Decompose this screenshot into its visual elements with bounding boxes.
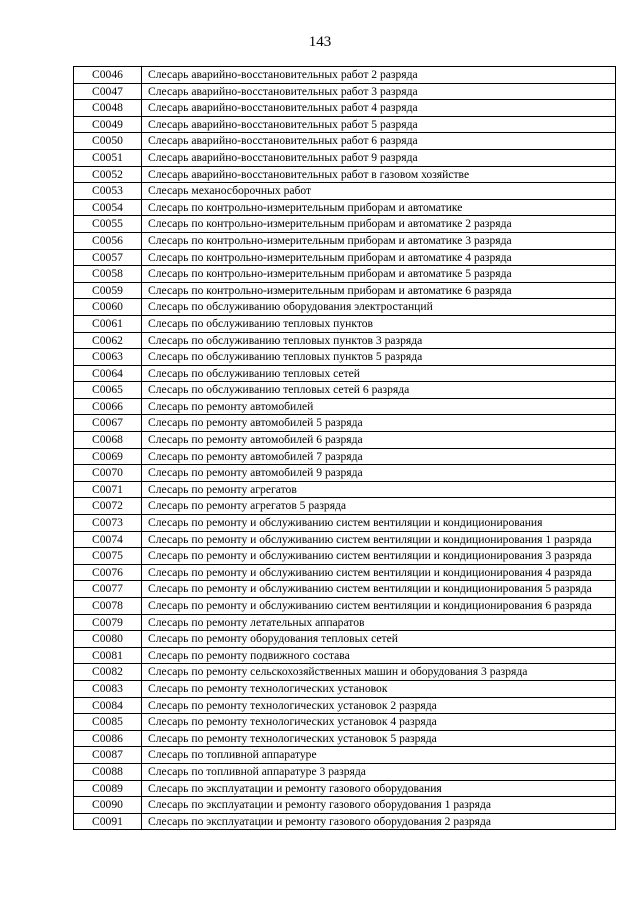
occupation-code: С0053	[74, 183, 142, 200]
occupation-name: Слесарь по контрольно-измерительным приборам и автоматике 6 разряда	[142, 282, 616, 299]
occupation-name: Слесарь аварийно-восстановительных работ 3 разряда	[142, 83, 616, 100]
occupation-code: С0046	[74, 67, 142, 84]
occupation-code: С0049	[74, 116, 142, 133]
occupation-name: Слесарь аварийно-восстановительных работ 4 разряда	[142, 100, 616, 117]
table-row	[74, 133, 616, 150]
occupation-name: Слесарь механосборочных работ	[142, 183, 616, 200]
table-row	[74, 714, 616, 731]
occupation-code: С0083	[74, 680, 142, 697]
occupation-name: Слесарь по ремонту и обслуживанию систем вентиляции и кондиционирования	[142, 515, 616, 532]
table-row	[74, 515, 616, 532]
occupation-code: С0059	[74, 282, 142, 299]
occupation-code: С0073	[74, 515, 142, 532]
table-row	[74, 465, 616, 482]
occupation-code: С0079	[74, 614, 142, 631]
occupation-code: С0050	[74, 133, 142, 150]
table-row	[74, 763, 616, 780]
occupation-code: С0077	[74, 581, 142, 598]
table-row	[74, 299, 616, 316]
table-row	[74, 183, 616, 200]
occupation-code: С0051	[74, 149, 142, 166]
occupation-name: Слесарь по ремонту подвижного состава	[142, 647, 616, 664]
occupation-name: Слесарь по ремонту автомобилей 7 разряда	[142, 448, 616, 465]
occupation-code: С0076	[74, 564, 142, 581]
occupation-code: С0087	[74, 747, 142, 764]
occupation-name: Слесарь по ремонту технологических установок 5 разряда	[142, 730, 616, 747]
table-row	[74, 531, 616, 548]
table-row	[74, 813, 616, 830]
table-row	[74, 149, 616, 166]
occupation-code: С0086	[74, 730, 142, 747]
table-row	[74, 349, 616, 366]
occupation-code: С0090	[74, 797, 142, 814]
occupation-name: Слесарь по ремонту технологических установок 2 разряда	[142, 697, 616, 714]
table-row	[74, 581, 616, 598]
table-row	[74, 614, 616, 631]
occupation-code: С0055	[74, 216, 142, 233]
occupation-name: Слесарь по ремонту и обслуживанию систем вентиляции и кондиционирования 3 разряда	[142, 548, 616, 565]
occupation-name: Слесарь по контрольно-измерительным приборам и автоматике 2 разряда	[142, 216, 616, 233]
occupation-name: Слесарь аварийно-восстановительных работ 6 разряда	[142, 133, 616, 150]
occupation-code: С0057	[74, 249, 142, 266]
occupation-code: С0056	[74, 232, 142, 249]
table-row	[74, 680, 616, 697]
occupation-name: Слесарь по обслуживанию оборудования электростанций	[142, 299, 616, 316]
occupation-name: Слесарь по обслуживанию тепловых сетей 6 разряда	[142, 382, 616, 399]
occupation-code: С0074	[74, 531, 142, 548]
occupation-code: С0089	[74, 780, 142, 797]
occupation-code: С0084	[74, 697, 142, 714]
occupation-name: Слесарь по контрольно-измерительным приборам и автоматике 5 разряда	[142, 266, 616, 283]
table-row	[74, 432, 616, 449]
table-row	[74, 797, 616, 814]
occupation-name: Слесарь аварийно-восстановительных работ 2 разряда	[142, 67, 616, 84]
occupation-code: С0054	[74, 199, 142, 216]
occupation-name: Слесарь по ремонту оборудования тепловых сетей	[142, 631, 616, 648]
table-row	[74, 315, 616, 332]
occupation-code: С0069	[74, 448, 142, 465]
table-row	[74, 282, 616, 299]
occupation-name: Слесарь по ремонту и обслуживанию систем вентиляции и кондиционирования 1 разряда	[142, 531, 616, 548]
occupation-code: С0052	[74, 166, 142, 183]
occupation-name: Слесарь аварийно-восстановительных работ 5 разряда	[142, 116, 616, 133]
occupation-name: Слесарь по ремонту автомобилей	[142, 398, 616, 415]
occupation-name: Слесарь по топливной аппаратуре 3 разряда	[142, 763, 616, 780]
occupation-name: Слесарь по ремонту и обслуживанию систем вентиляции и кондиционирования 4 разряда	[142, 564, 616, 581]
occupation-code: С0085	[74, 714, 142, 731]
occupation-code: С0068	[74, 432, 142, 449]
occupation-name: Слесарь аварийно-восстановительных работ в газовом хозяйстве	[142, 166, 616, 183]
table-row	[74, 448, 616, 465]
occupation-name: Слесарь по обслуживанию тепловых сетей	[142, 365, 616, 382]
occupation-name: Слесарь по обслуживанию тепловых пунктов 3 разряда	[142, 332, 616, 349]
occupation-name: Слесарь по ремонту технологических установок	[142, 680, 616, 697]
table-row	[74, 266, 616, 283]
table-row	[74, 199, 616, 216]
occupation-name: Слесарь аварийно-восстановительных работ 9 разряда	[142, 149, 616, 166]
occupation-code: С0082	[74, 664, 142, 681]
table-body	[74, 67, 616, 830]
table-row	[74, 415, 616, 432]
occupation-name: Слесарь по ремонту агрегатов 5 разряда	[142, 498, 616, 515]
occupation-code: С0070	[74, 465, 142, 482]
occupation-code: С0071	[74, 481, 142, 498]
occupation-name: Слесарь по эксплуатации и ремонту газового оборудования	[142, 780, 616, 797]
occupation-name: Слесарь по обслуживанию тепловых пунктов	[142, 315, 616, 332]
occupation-name: Слесарь по ремонту сельскохозяйственных машин и оборудования 3 разряда	[142, 664, 616, 681]
occupation-code: С0075	[74, 548, 142, 565]
occupation-code: С0061	[74, 315, 142, 332]
occupation-name: Слесарь по ремонту автомобилей 9 разряда	[142, 465, 616, 482]
occupation-code: С0065	[74, 382, 142, 399]
occupation-name: Слесарь по ремонту автомобилей 6 разряда	[142, 432, 616, 449]
occupation-code: С0048	[74, 100, 142, 117]
occupation-code: С0080	[74, 631, 142, 648]
table-row	[74, 747, 616, 764]
occupation-code: С0078	[74, 598, 142, 615]
occupation-code: С0067	[74, 415, 142, 432]
table-row	[74, 631, 616, 648]
table-row	[74, 249, 616, 266]
table-row	[74, 697, 616, 714]
occupation-codes-table	[73, 66, 616, 830]
table-row	[74, 730, 616, 747]
table-row	[74, 100, 616, 117]
occupation-code: С0063	[74, 349, 142, 366]
occupation-code: С0064	[74, 365, 142, 382]
occupation-code: С0091	[74, 813, 142, 830]
occupation-code: С0088	[74, 763, 142, 780]
table-row	[74, 67, 616, 84]
page-number: 143	[308, 34, 332, 50]
table-row	[74, 598, 616, 615]
table-row	[74, 166, 616, 183]
occupation-name: Слесарь по эксплуатации и ремонту газового оборудования 1 разряда	[142, 797, 616, 814]
table-row	[74, 548, 616, 565]
occupation-code: С0081	[74, 647, 142, 664]
table-row	[74, 780, 616, 797]
table-row	[74, 382, 616, 399]
occupation-code: С0060	[74, 299, 142, 316]
occupation-name: Слесарь по ремонту и обслуживанию систем вентиляции и кондиционирования 6 разряда	[142, 598, 616, 615]
occupation-code: С0066	[74, 398, 142, 415]
occupation-name: Слесарь по топливной аппаратуре	[142, 747, 616, 764]
occupation-name: Слесарь по контрольно-измерительным приборам и автоматике 3 разряда	[142, 232, 616, 249]
occupation-name: Слесарь по ремонту летательных аппаратов	[142, 614, 616, 631]
occupation-code: С0058	[74, 266, 142, 283]
occupation-code: С0062	[74, 332, 142, 349]
table-row	[74, 498, 616, 515]
table-row	[74, 365, 616, 382]
occupation-code: С0072	[74, 498, 142, 515]
table-row	[74, 332, 616, 349]
occupation-name: Слесарь по обслуживанию тепловых пунктов 5 разряда	[142, 349, 616, 366]
occupation-name: Слесарь по ремонту технологических установок 4 разряда	[142, 714, 616, 731]
occupation-name: Слесарь по ремонту и обслуживанию систем вентиляции и кондиционирования 5 разряда	[142, 581, 616, 598]
occupation-name: Слесарь по ремонту агрегатов	[142, 481, 616, 498]
table-row	[74, 216, 616, 233]
occupation-code: С0047	[74, 83, 142, 100]
occupation-name: Слесарь по эксплуатации и ремонту газового оборудования 2 разряда	[142, 813, 616, 830]
occupation-name: Слесарь по ремонту автомобилей 5 разряда	[142, 415, 616, 432]
table-row	[74, 232, 616, 249]
table-row	[74, 116, 616, 133]
table-row	[74, 83, 616, 100]
occupation-name: Слесарь по контрольно-измерительным приборам и автоматике 4 разряда	[142, 249, 616, 266]
occupation-name: Слесарь по контрольно-измерительным приборам и автоматике	[142, 199, 616, 216]
table-row	[74, 564, 616, 581]
table-row	[74, 398, 616, 415]
table-row	[74, 481, 616, 498]
table-row	[74, 647, 616, 664]
table-row	[74, 664, 616, 681]
